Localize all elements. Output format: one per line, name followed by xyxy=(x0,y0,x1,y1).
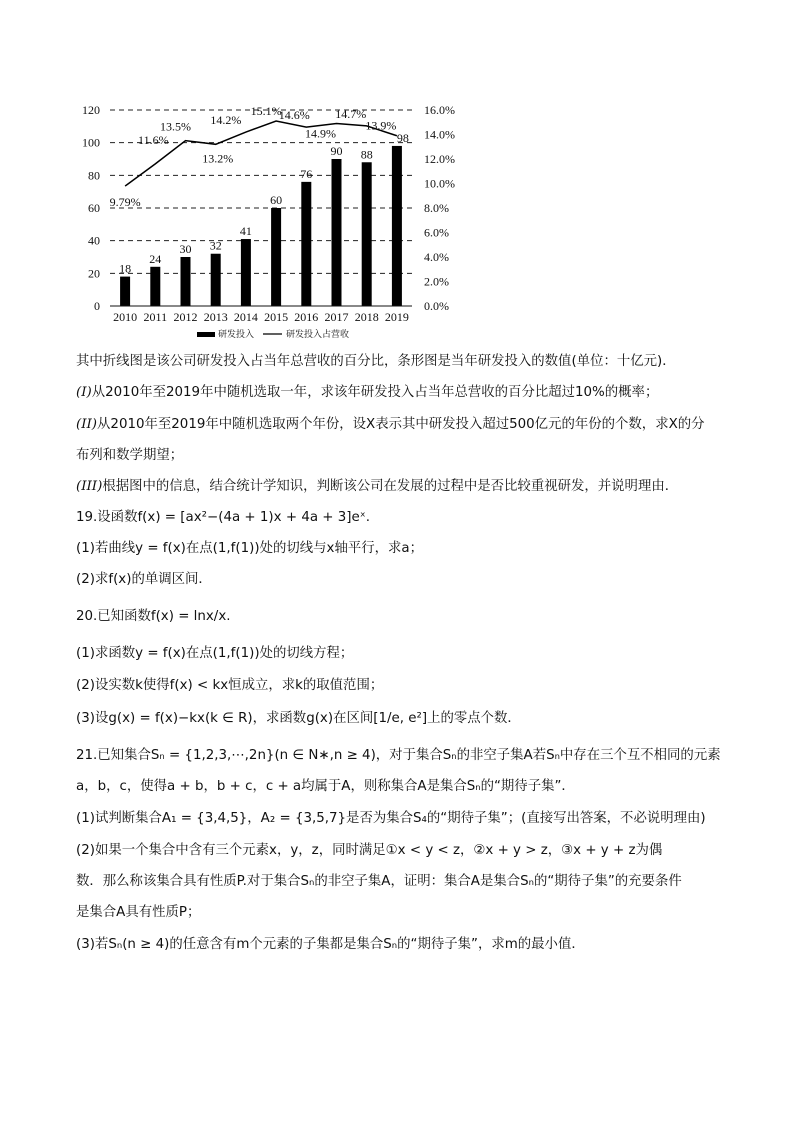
y-left-tick-label: 20 xyxy=(88,266,100,281)
bar xyxy=(271,208,281,306)
bar-value-label: 60 xyxy=(270,193,283,207)
x-tick-label: 2014 xyxy=(233,310,258,324)
y-left-tick-label: 40 xyxy=(88,233,100,248)
y-left-tick-label: 100 xyxy=(82,135,100,150)
q18-part2-number: (II) xyxy=(76,417,98,432)
bar-value-label: 98 xyxy=(396,130,409,145)
y-right-tick-label: 2.0% xyxy=(424,274,449,289)
x-tick-label: 2019 xyxy=(384,310,409,324)
q19-part1: (1)若曲线y = f(x)在点(1,f(1))处的切线与x轴平行，求a； xyxy=(76,541,423,556)
bar-value-label: 90 xyxy=(330,144,343,158)
q18-part1-number: (I) xyxy=(76,385,92,400)
q21-stem-line2: a，b，c，使得a + b，b + c，c + a均属于A，则称集合A是集合Sₙ的“期待子集”． xyxy=(76,779,575,794)
bar xyxy=(120,277,130,306)
q21-part2-line1: (2)如果一个集合中含有三个元素x，y，z，同时满足①x < y < z，②x + y > z，③x + y + z为偶 xyxy=(76,843,663,858)
x-tick-label: 2012 xyxy=(173,310,198,324)
legend-line-label: 研发投入占营收 xyxy=(286,330,350,340)
x-tick-label: 2017 xyxy=(324,310,349,324)
q20-part1: (1)求函数y = f(x)在点(1,f(1))处的切线方程； xyxy=(76,646,354,661)
y-right-tick-label: 14.0% xyxy=(424,127,455,142)
q21-stem-line1: 21.已知集合Sₙ = {1,2,3,⋯,2n}(n ∈ N∗,n ≥ 4)，对于集合Sₙ的非空子集A若Sₙ中存在三个互不相同的元素 xyxy=(76,748,721,763)
line-value-label: 13.5% xyxy=(160,119,191,134)
q18-part3-text: 根据图中的信息，结合统计学知识，判断该公司在发展的过程中是否比较重视研发，并说明理由． xyxy=(102,479,679,494)
chart-caption: 其中折线图是该公司研发投入占当年总营收的百分比，条形图是当年研发投入的数值(单位：十亿元)． xyxy=(76,354,676,369)
y-right-tick-label: 12.0% xyxy=(424,152,455,166)
bar-value-label: 88 xyxy=(360,147,373,162)
q18-part2-text: 从2010年至2019年中随机选取两个年份，设X表示其中研发投入超过500亿元的年份的个数，求X的分 xyxy=(97,417,705,432)
x-tick-label: 2010 xyxy=(113,310,138,324)
q21-part3: (3)若Sₙ(n ≥ 4)的任意含有m个元素的子集都是集合Sₙ的“期待子集”，求m的最小值． xyxy=(76,937,585,952)
line-value-label: 14.7% xyxy=(335,106,367,121)
line-value-label: 13.9% xyxy=(365,118,397,133)
bar xyxy=(181,257,191,306)
y-left-tick-label: 0 xyxy=(94,299,100,313)
q19-stem: 19.设函数f(x) = [ax²−(4a + 1)x + 4a + 3]eˣ. xyxy=(76,510,370,525)
y-right-tick-label: 10.0% xyxy=(424,176,455,191)
bar xyxy=(150,267,160,306)
x-tick-label: 2016 xyxy=(294,310,319,324)
rd-chart xyxy=(70,96,470,348)
q21-part2-line3: 是集合A具有性质P； xyxy=(76,905,201,920)
x-tick-label: 2011 xyxy=(143,310,168,324)
y-right-tick-label: 8.0% xyxy=(424,201,449,215)
q18-part3 xyxy=(76,476,678,498)
y-left-tick-label: 120 xyxy=(82,103,100,117)
q21-part2-line2: 数．那么称该集合具有性质P.对于集合Sₙ的非空子集A，证明：集合A是集合Sₙ的“期待子集”的充要条件 xyxy=(76,874,682,889)
bar xyxy=(392,146,402,306)
x-tick-label: 2018 xyxy=(354,310,379,324)
q18-part1 xyxy=(76,382,658,404)
line-value-label: 14.6% xyxy=(278,108,310,123)
chart-svg xyxy=(70,96,470,348)
q18-part2-cont: 布列和数学期望； xyxy=(76,448,184,463)
y-right-tick-label: 6.0% xyxy=(424,225,449,240)
q18-part3-number: (III) xyxy=(76,479,103,494)
bar-value-label: 41 xyxy=(239,224,252,239)
y-right-tick-label: 16.0% xyxy=(424,103,455,117)
bar-value-label: 32 xyxy=(209,238,222,253)
bar xyxy=(301,182,311,306)
bar-value-label: 76 xyxy=(300,166,313,181)
bar-value-label: 30 xyxy=(179,242,192,256)
y-right-tick-label: 4.0% xyxy=(424,250,449,264)
bar xyxy=(241,239,251,306)
bar xyxy=(362,162,372,306)
line-value-label: 13.2% xyxy=(202,151,234,166)
q20-part2: (2)设实数k使得f(x) < kx恒成立，求k的取值范围； xyxy=(76,678,384,693)
q21-part1: (1)试判断集合A₁ = {3,4,5}，A₂ = {3,5,7}是否为集合S₄的“期待子集”；(直接写出答案，不必说明理由) xyxy=(76,811,706,826)
bar xyxy=(332,159,342,306)
bar-value-label: 18 xyxy=(119,261,132,276)
x-tick-label: 2015 xyxy=(264,310,289,324)
line-value-label: 15.1% xyxy=(250,104,282,119)
line-value-label: 14.9% xyxy=(305,126,336,141)
bar-value-label: 24 xyxy=(149,251,162,266)
q20-stem: 20.已知函数f(x) = lnx/x. xyxy=(76,609,231,624)
legend-bar-swatch xyxy=(197,332,215,337)
line-value-label: 9.79% xyxy=(109,195,141,210)
line-value-label: 11.6% xyxy=(138,132,169,147)
q20-part3: (3)设g(x) = f(x)−kx(k ∈ R)，求函数g(x)在区间[1/e, e²]上的零点个数． xyxy=(76,711,521,726)
line-value-label: 14.2% xyxy=(210,113,242,128)
legend-bar-label: 研发投入 xyxy=(218,330,255,340)
q19-part2: (2)求f(x)的单调区间． xyxy=(76,572,212,587)
q18-part2 xyxy=(76,414,705,436)
y-left-tick-label: 80 xyxy=(88,168,100,183)
y-left-tick-label: 60 xyxy=(88,201,100,215)
bar xyxy=(211,254,221,306)
y-right-tick-label: 0.0% xyxy=(424,299,449,313)
q18-part1-text: 从2010年至2019年中随机选取一年，求该年研发投入占当年总营收的百分比超过10%的概率； xyxy=(91,385,659,400)
x-tick-label: 2013 xyxy=(203,310,228,324)
